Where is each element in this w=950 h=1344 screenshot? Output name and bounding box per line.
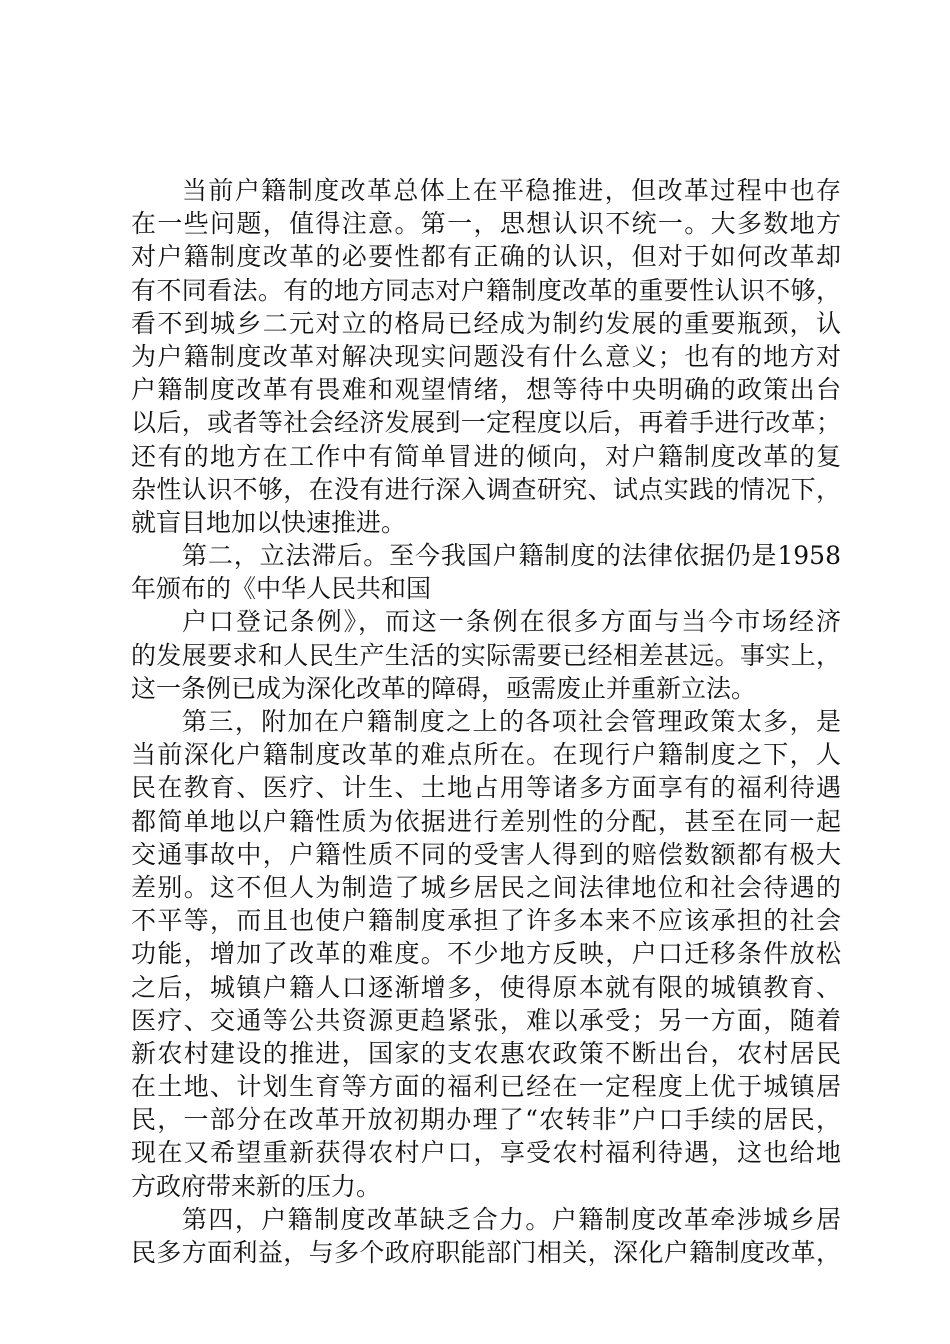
text-line: 年颁布的《中华人民共和国	[131, 574, 432, 604]
text-line: 医疗、交通等公共资源更趋紧张，难以承受；另一方面，随着	[131, 1005, 841, 1035]
text-line: 功能，增加了改革的难度。不少地方反映，户口迁移条件放松	[131, 939, 841, 969]
text-line: 差别。这不但人为制造了城乡居民之间法律地位和社会待遇的	[131, 872, 841, 902]
text-line: 当前户籍制度改革总体上在平稳推进，但改革过程中也存	[182, 176, 841, 205]
text-line: 方政府带来新的压力。	[131, 1171, 382, 1201]
text-line: 杂性认识不够，在没有进行深入调查研究、试点实践的情况下，	[131, 474, 841, 504]
text-line: 第三，附加在户籍制度之上的各项社会管理政策太多，是	[182, 707, 841, 736]
text-line: 第四，户籍制度改革缺乏合力。户籍制度改革牵涉城乡居	[182, 1204, 841, 1234]
document-body	[131, 174, 841, 1269]
text-line: 民多方面利益，与多个政府职能部门相关，深化户籍制度改革，	[131, 1238, 841, 1267]
text-line: 之后，城镇户籍人口逐渐增多，使得原本就有限的城镇教育、	[131, 972, 841, 1002]
text-line: 的发展要求和人民生产生活的实际需要已经相差甚远。事实上，	[131, 640, 841, 670]
text-line: 民在教育、医疗、计生、土地占用等诸多方面享有的福利待遇	[131, 773, 841, 803]
text-line: 现在又希望重新获得农村户口，享受农村福利待遇，这也给地	[131, 1138, 841, 1168]
text-line: 户籍制度改革有畏难和观望情绪，想等待中央明确的政策出台	[131, 375, 841, 405]
text-line: 第二，立法滞后。至今我国户籍制度的法律依据仍是1958	[182, 541, 841, 571]
text-line: 看不到城乡二元对立的格局已经成为制约发展的重要瓶颈，认	[131, 308, 841, 338]
text-line: 新农村建设的推进，国家的支农惠农政策不断出台，农村居民	[131, 1038, 841, 1068]
text-line: 还有的地方在工作中有简单冒进的倾向，对户籍制度改革的复	[131, 441, 841, 471]
text-line: 为户籍制度改革对解决现实问题没有什么意义；也有的地方对	[131, 341, 841, 371]
text-line: 有不同看法。有的地方同志对户籍制度改革的重要性认识不够，	[131, 275, 841, 305]
text-line: 就盲目地加以快速推进。	[131, 507, 407, 537]
text-line: 当前深化户籍制度改革的难点所在。在现行户籍制度之下，人	[131, 740, 841, 770]
text-line: 在土地、计划生育等方面的福利已经在一定程度上优于城镇居	[131, 1072, 841, 1102]
text-line: 民，一部分在改革开放初期办理了“农转非”户口手续的居民，	[131, 1105, 841, 1135]
text-line: 对户籍制度改革的必要性都有正确的认识，但对于如何改革却	[131, 242, 841, 272]
text-line: 在一些问题，值得注意。第一，思想认识不统一。大多数地方	[131, 209, 841, 239]
text-line: 交通事故中，户籍性质不同的受害人得到的赔偿数额都有极大	[131, 839, 841, 869]
text-line: 不平等，而且也使户籍制度承担了许多本来不应该承担的社会	[131, 906, 841, 936]
text-line: 这一条例已成为深化改革的障碍，亟需废止并重新立法。	[131, 673, 757, 703]
text-line: 户口登记条例》，而这一条例在很多方面与当今市场经济	[182, 607, 841, 637]
text-line: 都简单地以户籍性质为依据进行差别性的分配，甚至在同一起	[131, 806, 841, 836]
text-line: 以后，或者等社会经济发展到一定程度以后，再着手进行改革；	[131, 408, 841, 438]
